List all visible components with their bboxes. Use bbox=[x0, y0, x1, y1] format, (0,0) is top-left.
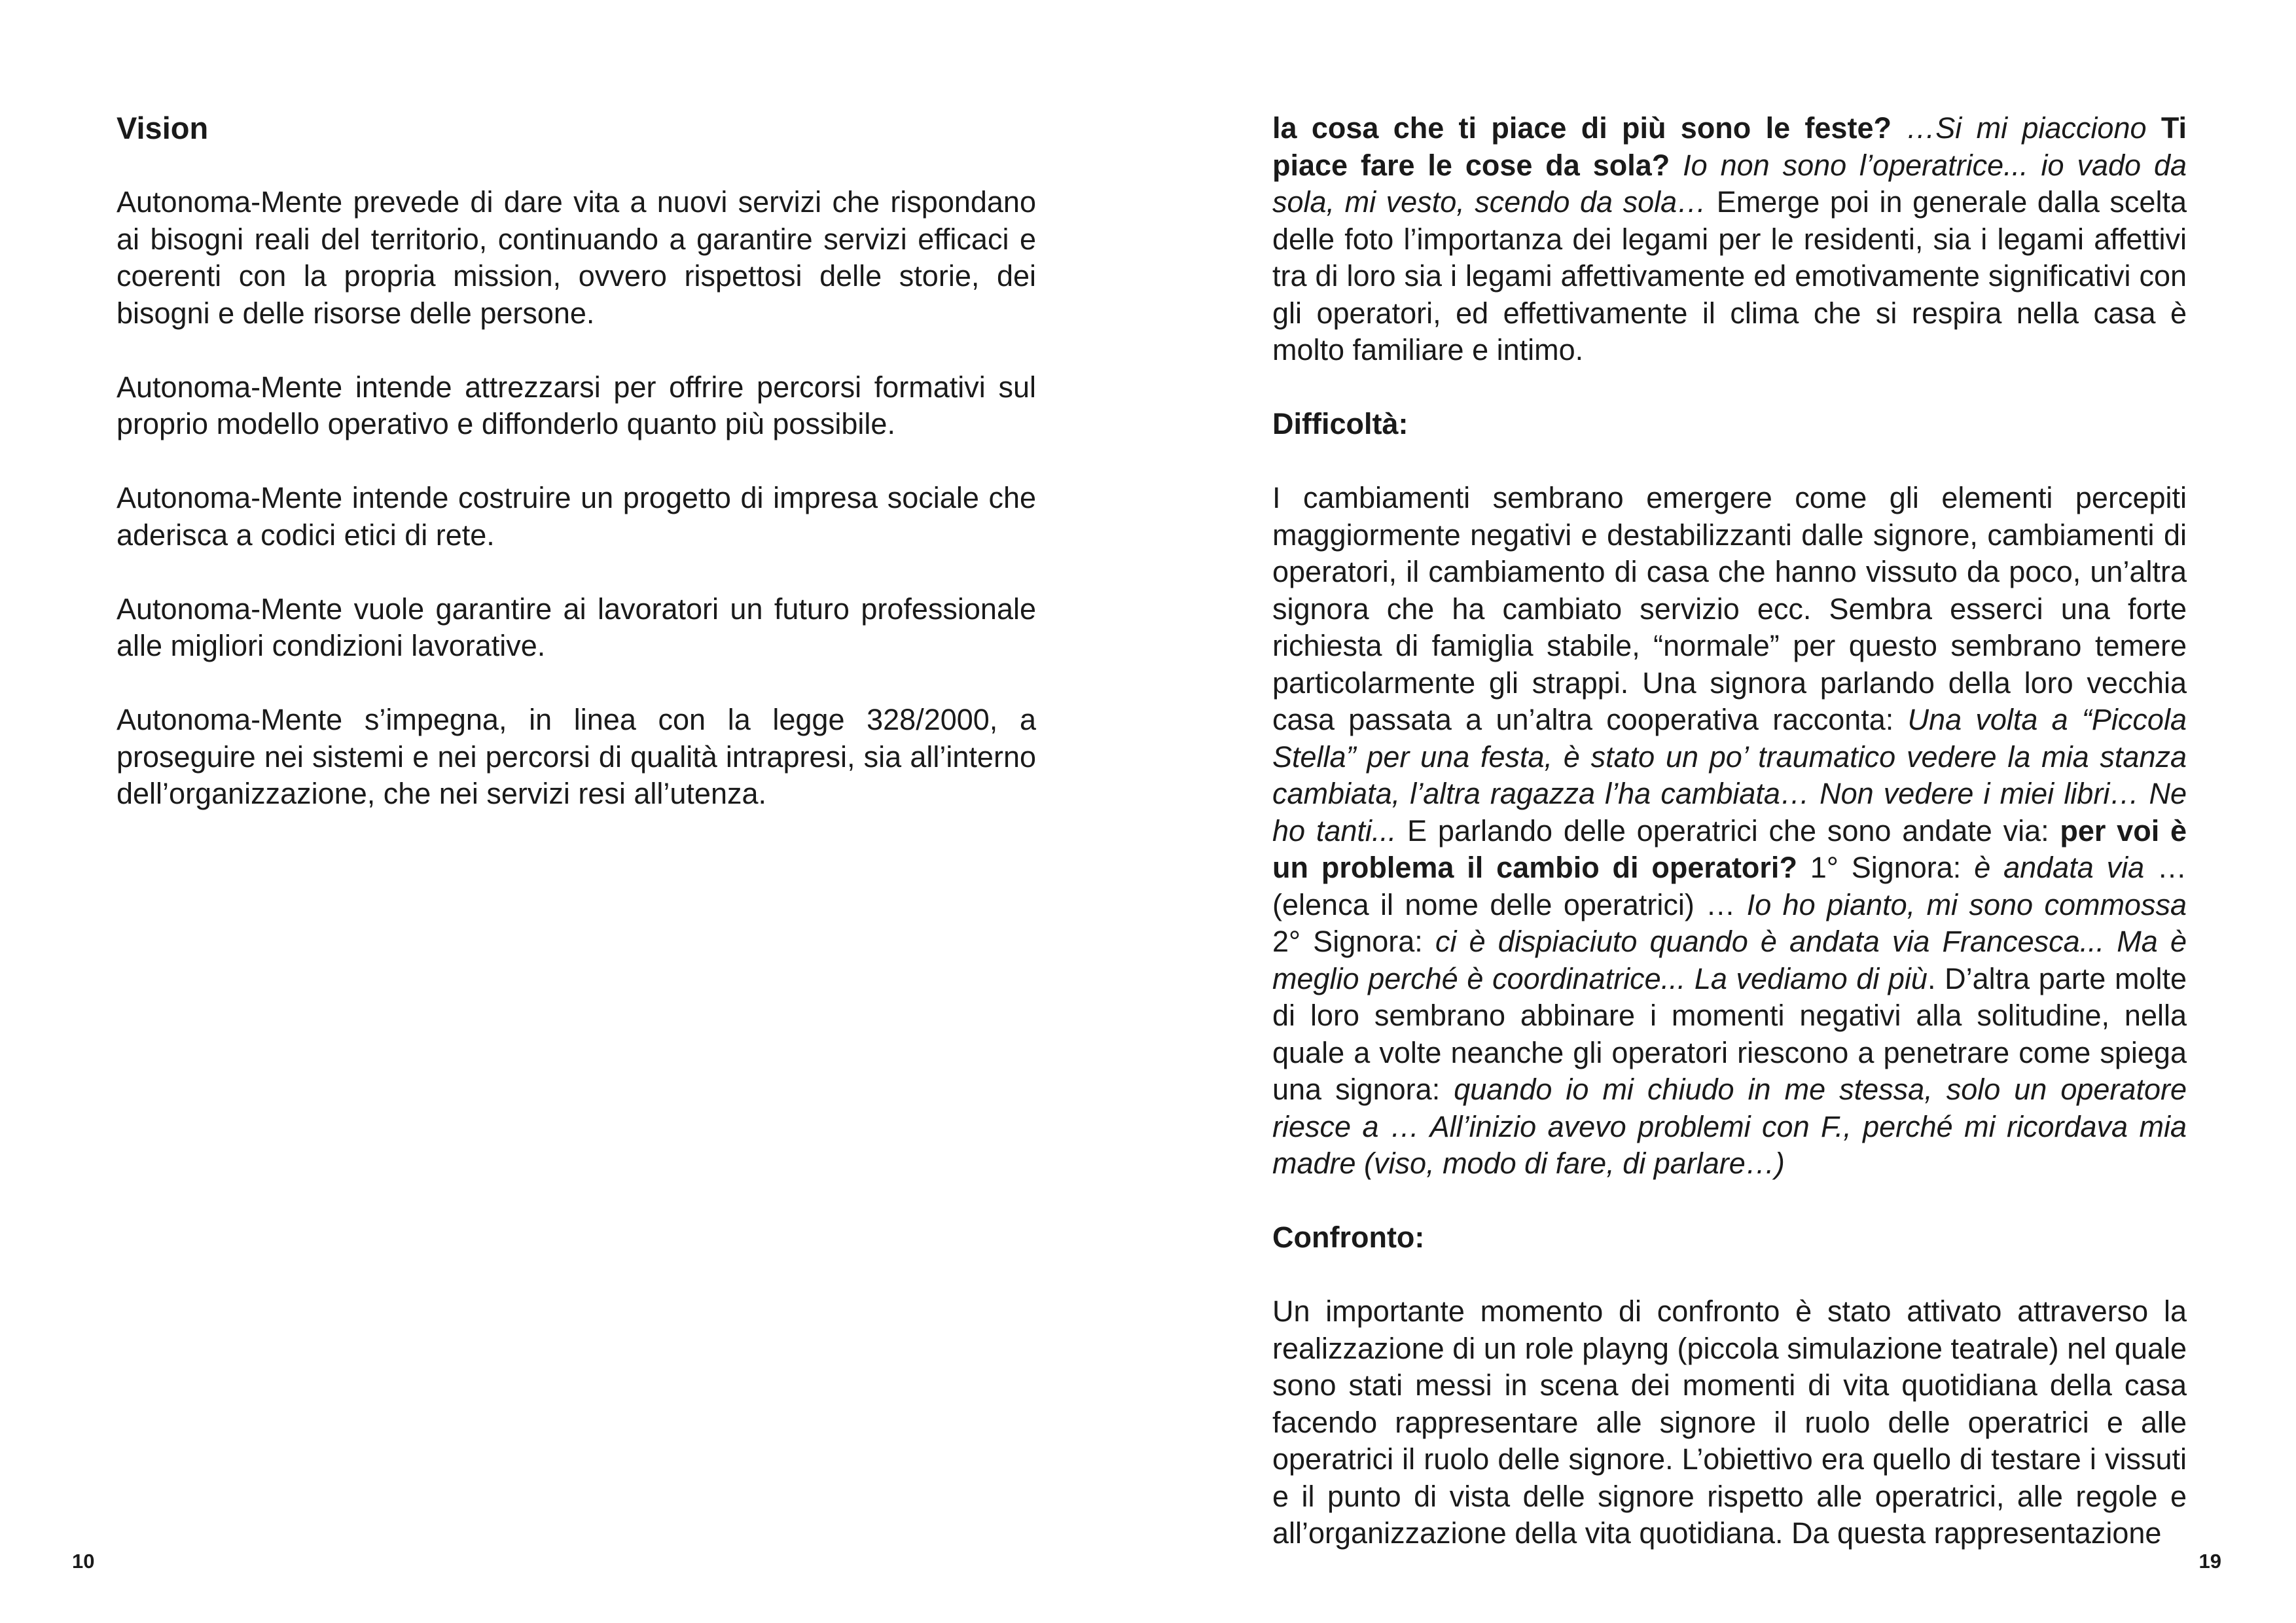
difficolta-paragraph bbox=[1272, 480, 2187, 1183]
quote-text: …Si mi piacciono bbox=[1891, 111, 2147, 145]
vision-paragraph: Autonoma-Mente s’impegna, in linea con la legge 328/2000, a proseguire nei sistemi e nei percorsi di qualità intrapresi, sia all’interno dell’organizzazione, che nei servizi resi all’utenza. bbox=[117, 703, 1036, 810]
quote-text: Io non sono l’operatrice... io vado da sola, mi vesto, scendo da sola… bbox=[1272, 148, 2187, 219]
left-page-text-column bbox=[117, 110, 1036, 849]
vision-paragraph: Autonoma-Mente prevede di dare vita a nuovi servizi che rispondano ai bisogni reali del territorio, continuando a garantire servizi efficaci e coerenti con la propria mission, ovvero rispettosi delle storie, dei bisogni e delle risorse delle persone. bbox=[117, 185, 1036, 330]
difficolta-heading: Difficoltà: bbox=[1272, 407, 1408, 440]
body-text: 1° Signora: bbox=[1797, 851, 1975, 884]
page-number-right: 19 bbox=[2198, 1550, 2221, 1573]
question-text: per voi è un problema il cambio di operatori? bbox=[1272, 813, 2187, 884]
vision-heading: Vision bbox=[117, 111, 209, 145]
quote-text: è andata via bbox=[1974, 851, 2145, 884]
body-text: . D’altra parte molte di loro sembrano abbinare i momenti negativi alla solitudine, nella quale a volte neanche gli operatori riescono a penetrare come spiega una signora: bbox=[1272, 961, 2187, 1106]
quote-text: Io ho pianto, mi sono commossa bbox=[1746, 887, 2187, 921]
quote-text: ci è dispiaciuto quando è andata via Francesca... Ma è meglio perché è coordinatrice... La vediamo di più bbox=[1272, 925, 2187, 995]
body-text: I cambiamenti sembrano emergere come gli elementi percepiti maggiormente negativi e destabilizzanti dalle signore, cambiamenti di operatori, il cambiamento di casa che hanno vissuto da poco, un’altra signora che ha cambiato servizio ecc. Sembra esserci una forte richiesta di famiglia stabile, “normale” per questo sembrano temere particolarmente gli strappi. Una signora parlando della loro vecchia casa passata a un’altra cooperativa racconta: bbox=[1272, 481, 2187, 736]
confronto-heading: Confronto: bbox=[1272, 1221, 1425, 1254]
quote-text: Una volta a “Piccola Stella” per una festa, è stato un po’ traumatico vedere la mia stanza cambiata, l’altra ragazza l’ha cambiata… Non vedere i miei libri… Ne ho tanti... bbox=[1272, 703, 2187, 847]
right-page-text-column bbox=[1272, 110, 2187, 1589]
vision-paragraph: Autonoma-Mente vuole garantire ai lavoratori un futuro professionale alle migliori condizioni lavorative. bbox=[117, 592, 1036, 662]
body-text: E parlando delle operatrici che sono andate via: bbox=[1396, 813, 2060, 847]
question-text: la cosa che ti piace di più sono le feste? bbox=[1272, 111, 1892, 145]
quote-text: quando io mi chiudo in me stessa, solo un operatore riesce a … All’inizio avevo problemi con F., perché mi ricordava mia madre (viso, modo di fare, di parlare…) bbox=[1272, 1073, 2187, 1180]
question-text: Ti piace fare le cose da sola? bbox=[1272, 111, 2187, 182]
page-number-left: 10 bbox=[72, 1550, 95, 1573]
right-page bbox=[1148, 0, 2296, 1623]
body-text: Emerge poi in generale dalla scelta delle foto l’importanza dei legami per le residenti, sia i legami affettivi tra di loro sia i legami affettivamente ed emotivamente significativi con gli operatori, ed effettivamente il clima che si respira nella casa è molto familiare e intimo. bbox=[1272, 185, 2187, 366]
body-text: 2° Signora: bbox=[1272, 925, 1435, 958]
body-text: … (elenca il nome delle operatrici) … bbox=[1272, 851, 2187, 921]
intro-paragraph bbox=[1272, 110, 2187, 369]
confronto-paragraph: Un importante momento di confronto è stato attivato attraverso la realizzazione di un role playng (piccola simulazione teatrale) nel quale sono stati messi in scena dei momenti di vita quotidiana della casa facendo rappresentare alle signore il ruolo delle operatrici e alle operatrici il ruolo delle signore. L’obiettivo era quello di testare i vissuti e il punto di vista delle signore rispetto alle operatrici, alle regole e all’organizzazione della vita quotidiana. Da questa rappresentazione bbox=[1272, 1294, 2187, 1550]
vision-paragraph: Autonoma-Mente intende costruire un progetto di impresa sociale che aderisca a codici etici di rete. bbox=[117, 481, 1036, 552]
vision-paragraph: Autonoma-Mente intende attrezzarsi per offrire percorsi formativi sul proprio modello operativo e diffonderlo quanto più possibile. bbox=[117, 370, 1036, 440]
